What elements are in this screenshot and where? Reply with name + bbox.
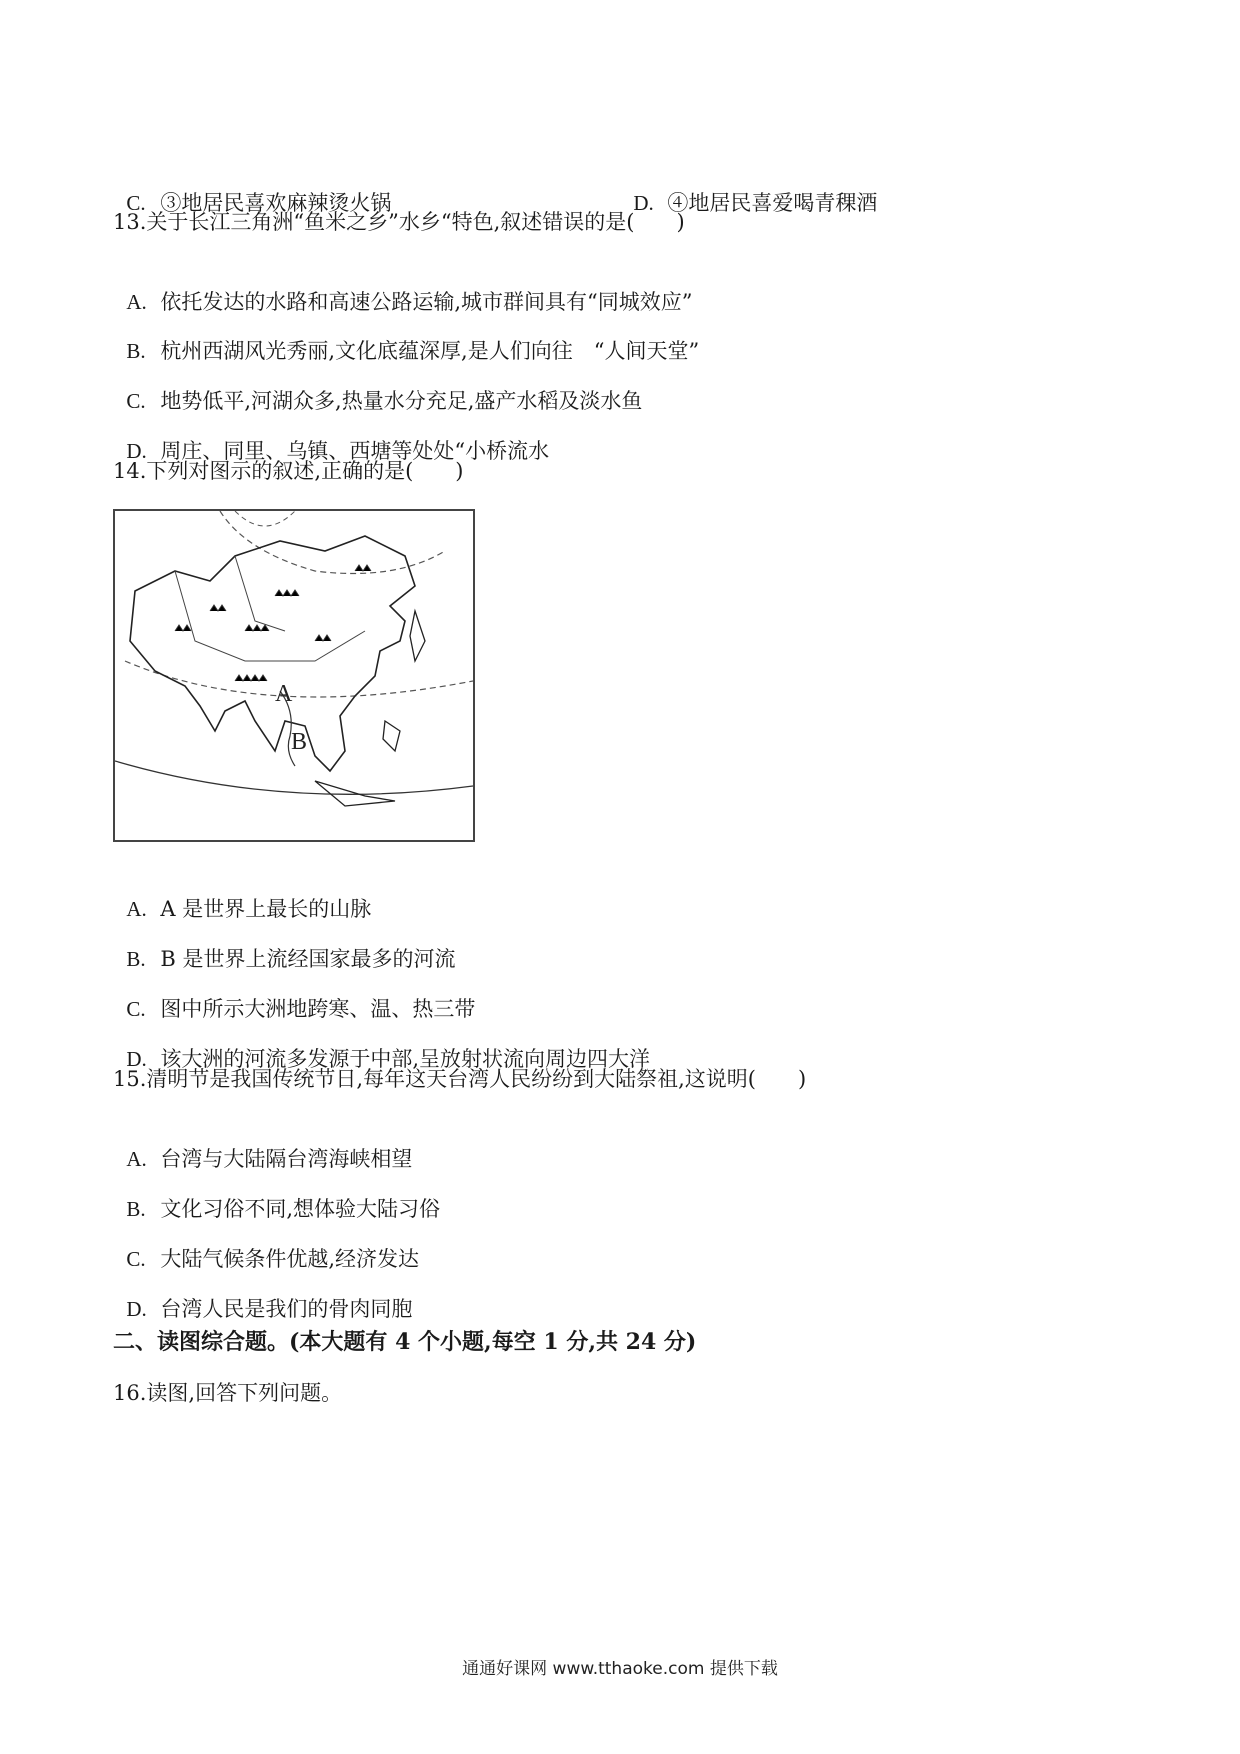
option-label: B.	[126, 947, 146, 971]
option-text: 该大洲的河流多发源于中部,呈放射状流向周边四大洋	[160, 1047, 651, 1071]
option-label: A.	[126, 290, 147, 314]
page-footer: 通通好课网 www.tthaoke.com 提供下载	[462, 1659, 778, 1679]
option-label: C.	[126, 1247, 146, 1271]
option-text: ③地居民喜欢麻辣烫火锅	[160, 191, 392, 215]
option-text: 依托发达的水路和高速公路运输,城市群间具有“同城效应”	[160, 290, 693, 314]
japan-island	[410, 611, 425, 661]
option-label: A.	[126, 1147, 147, 1171]
q13-stem: 13.关于长江三角洲“鱼米之乡”水乡“特色,叙述错误的是( )	[113, 210, 685, 234]
option-label: C.	[126, 997, 146, 1021]
arctic-circle-line	[220, 511, 445, 574]
border-line	[175, 571, 365, 661]
option-text: 周庄、同里、乌镇、西塘等处处“小桥流水	[160, 439, 550, 463]
option-text: 图中所示大洲地跨寒、温、热三带	[160, 997, 476, 1021]
option-label: D.	[126, 439, 147, 463]
q15-option-d	[113, 1264, 412, 1324]
option-text: 台湾与大陆隔台湾海峡相望	[160, 1147, 413, 1171]
q16-stem: 16.读图,回答下列问题。	[113, 1381, 343, 1405]
option-label: D.	[126, 1297, 147, 1321]
q14-stem: 14.下列对图示的叙述,正确的是( )	[113, 459, 464, 483]
option-text: A 是世界上最长的山脉	[160, 897, 372, 921]
option-text: ④地居民喜爱喝青稞酒	[667, 191, 878, 215]
option-text: 大陆气候条件优越,经济发达	[160, 1247, 420, 1271]
equator-line	[115, 761, 473, 794]
option-label: C.	[126, 389, 146, 413]
mountain-symbols	[175, 565, 371, 681]
option-label: C.	[126, 191, 146, 215]
section-heading: 二、读图综合题。(本大题有 4 个小题,每空 1 分,共 24 分)	[113, 1329, 697, 1355]
option-text: 杭州西湖风光秀丽,文化底蕴深厚,是人们向往 “人间天堂”	[160, 339, 700, 363]
q15-stem: 15.清明节是我国传统节日,每年这天台湾人民纷纷到大陆祭祖,这说明( )	[113, 1067, 807, 1091]
option-label: A.	[126, 897, 147, 921]
map-label-a: A	[275, 681, 293, 707]
option-label: B.	[126, 1197, 146, 1221]
asia-map-figure	[113, 509, 475, 842]
continent-outline	[130, 536, 415, 771]
asia-map-svg	[115, 511, 473, 840]
pole-arc	[235, 511, 295, 526]
option-text: 台湾人民是我们的骨肉同胞	[160, 1297, 413, 1321]
philippines-island	[383, 721, 400, 751]
option-text: 文化习俗不同,想体验大陆习俗	[160, 1197, 441, 1221]
option-label: D.	[633, 191, 654, 215]
tropic-line	[125, 661, 473, 697]
option-text: 地势低平,河湖众多,热量水分充足,盛产水稻及淡水鱼	[160, 389, 643, 413]
map-label-b: B	[291, 729, 308, 755]
option-label: B.	[126, 339, 146, 363]
option-label: D.	[126, 1047, 147, 1071]
option-text: B 是世界上流经国家最多的河流	[160, 947, 456, 971]
